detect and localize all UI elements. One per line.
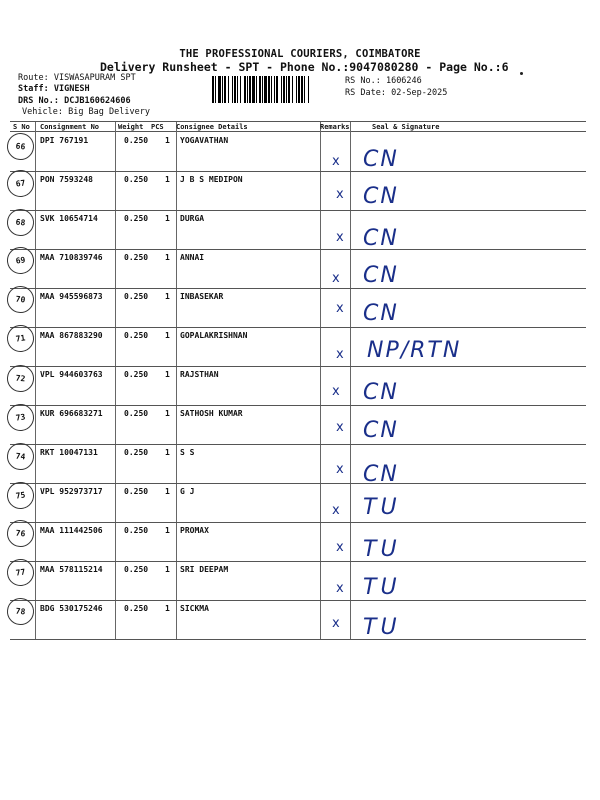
signature: CN [363, 147, 399, 172]
signature: TU [363, 537, 401, 562]
sno-circle: 69 [5, 245, 35, 275]
col-divider [320, 122, 321, 640]
consignment-no: MAA 867883290 [40, 331, 103, 340]
drs-label: DRS No.: [18, 96, 59, 106]
consignment-no: MAA 945596873 [40, 292, 103, 301]
runsheet-subtitle: Delivery Runsheet - SPT - Phone No.:9047080280 - Page No.:6 [100, 60, 509, 74]
weight-value: 0.250 [124, 526, 149, 535]
rs-no-label: RS No.: [345, 76, 381, 86]
consignee-name: PROMAX [180, 526, 209, 535]
consignee-name: YOGAVATHAN [180, 136, 229, 145]
company-title: THE PROFESSIONAL COURIERS, COIMBATORE [179, 48, 421, 60]
consignee-name: S S [180, 448, 195, 457]
consignee-name: GOPALAKRISHNAN [180, 331, 248, 340]
sno-circle: 77 [5, 557, 35, 587]
table-top-border [10, 121, 586, 122]
weight-value: 0.250 [124, 214, 149, 223]
row-bottom-border [10, 483, 586, 484]
sno-circle: 68 [6, 208, 36, 238]
signature: TU [363, 575, 401, 600]
signature: TU [363, 495, 401, 520]
pcs-value: 1 [165, 214, 170, 223]
consignment-no: MAA 111442506 [40, 526, 103, 535]
sno-circle: 66 [6, 132, 36, 162]
staff-label: Staff: [18, 84, 49, 94]
remark-mark: x [336, 581, 344, 596]
consignee-name: SATHOSH KUMAR [180, 409, 243, 418]
col-header-seal: Seal & Signature [372, 123, 440, 131]
row-bottom-border [10, 171, 586, 172]
signature: CN [363, 263, 399, 288]
pcs-value: 1 [165, 565, 170, 574]
consignee-name: INBASEKAR [180, 292, 224, 301]
weight-value: 0.250 [124, 565, 149, 574]
weight-value: 0.250 [124, 175, 149, 184]
col-header-consignment: Consignment No [40, 123, 100, 131]
weight-value: 0.250 [124, 331, 149, 340]
vehicle-value: Big Bag Delivery [68, 107, 150, 117]
row-bottom-border [10, 522, 586, 523]
sno-circle: 72 [6, 364, 36, 394]
pcs-value: 1 [165, 409, 170, 418]
sno-circle: 67 [5, 168, 35, 198]
col-divider [35, 122, 36, 640]
weight-value: 0.250 [124, 487, 149, 496]
rs-date-value: 02-Sep-2025 [391, 88, 448, 98]
weight-value: 0.250 [124, 253, 149, 262]
row-bottom-border [10, 288, 586, 289]
row-bottom-border [10, 210, 586, 211]
remark-mark: x [332, 154, 340, 169]
sno-circle: 78 [6, 597, 36, 627]
pcs-value: 1 [165, 331, 170, 340]
row-bottom-border [10, 600, 586, 601]
weight-value: 0.250 [124, 370, 149, 379]
remark-mark: x [336, 462, 344, 477]
remark-mark: x [332, 384, 340, 399]
consignee-name: DURGA [180, 214, 205, 223]
signature: CN [363, 380, 399, 405]
consignee-name: RAJSTHAN [180, 370, 219, 379]
consignment-no: SVK 10654714 [40, 214, 98, 223]
sno-circle: 75 [5, 480, 35, 510]
rs-no-value: 1606246 [385, 76, 422, 86]
consignment-no: VPL 944603763 [40, 370, 103, 379]
col-divider [176, 122, 177, 640]
sno-circle: 76 [6, 519, 36, 549]
pcs-value: 1 [165, 253, 170, 262]
weight-value: 0.250 [124, 604, 149, 613]
consignee-name: SICKMA [180, 604, 209, 613]
row-bottom-border [10, 327, 586, 328]
consignment-no: DPI 767191 [40, 136, 89, 145]
staff-value: VIGNESH [53, 84, 90, 94]
pcs-value: 1 [165, 292, 170, 301]
pcs-value: 1 [165, 487, 170, 496]
sno-circle: 74 [6, 442, 36, 472]
pcs-value: 1 [165, 175, 170, 184]
pcs-value: 1 [165, 448, 170, 457]
col-header-remarks: Remarks [320, 123, 350, 131]
weight-value: 0.250 [124, 409, 149, 418]
col-header-pcs: PCS [151, 123, 164, 131]
signature: CN [363, 462, 399, 487]
signature: CN [363, 226, 399, 251]
header-bottom-border [10, 131, 586, 132]
pcs-value: 1 [165, 526, 170, 535]
consignment-no: BDG 530175246 [40, 604, 103, 613]
signature: NP/RTN [367, 338, 462, 363]
weight-value: 0.250 [124, 136, 149, 145]
signature: TU [363, 615, 401, 640]
col-header-weight: Weight [118, 123, 144, 131]
sno-circle: 73 [5, 402, 35, 432]
signature: CN [363, 184, 399, 209]
consignment-no: PON 7593248 [40, 175, 93, 184]
sno-circle: 71 [5, 323, 35, 353]
remark-mark: x [336, 301, 344, 316]
remark-mark: x [336, 420, 344, 435]
route-value: VISWASAPURAM SPT [53, 73, 136, 83]
remark-mark: x [336, 230, 344, 245]
weight-value: 0.250 [124, 448, 149, 457]
consignee-name: ANNAI [180, 253, 205, 262]
consignee-name: G J [180, 487, 195, 496]
col-divider [350, 122, 351, 640]
remark-mark: x [336, 347, 344, 362]
consignment-no: RKT 10047131 [40, 448, 98, 457]
remark-mark: x [332, 616, 340, 631]
consignment-no: KUR 696683271 [40, 409, 103, 418]
remark-mark: x [336, 540, 344, 555]
row-bottom-border [10, 249, 586, 250]
route-label: Route: [18, 73, 49, 83]
rs-date-label: RS Date: [345, 88, 386, 98]
consignment-no: MAA 578115214 [40, 565, 103, 574]
row-bottom-border [10, 444, 586, 445]
drs-value: DCJB160624606 [64, 96, 131, 106]
remark-mark: x [336, 187, 344, 202]
sno-circle: 70 [6, 285, 36, 315]
weight-value: 0.250 [124, 292, 149, 301]
col-header-consignee: Consignee Details [176, 123, 248, 131]
remark-mark: x [332, 271, 340, 286]
consignee-name: SRI DEEPAM [180, 565, 229, 574]
col-divider [115, 122, 116, 640]
row-bottom-border [10, 405, 586, 406]
row-bottom-border [10, 561, 586, 562]
signature: CN [363, 418, 399, 443]
consignment-no: MAA 710839746 [40, 253, 103, 262]
pcs-value: 1 [165, 604, 170, 613]
col-header-sno: S No [13, 123, 30, 131]
row-bottom-border [10, 639, 586, 640]
row-bottom-border [10, 366, 586, 367]
pcs-value: 1 [165, 370, 170, 379]
consignment-no: VPL 952973717 [40, 487, 103, 496]
vehicle-label: Vehicle: [22, 107, 63, 117]
signature: CN [363, 301, 399, 326]
consignee-name: J B S MEDIPON [180, 175, 243, 184]
remark-mark: x [332, 503, 340, 518]
pcs-value: 1 [165, 136, 170, 145]
